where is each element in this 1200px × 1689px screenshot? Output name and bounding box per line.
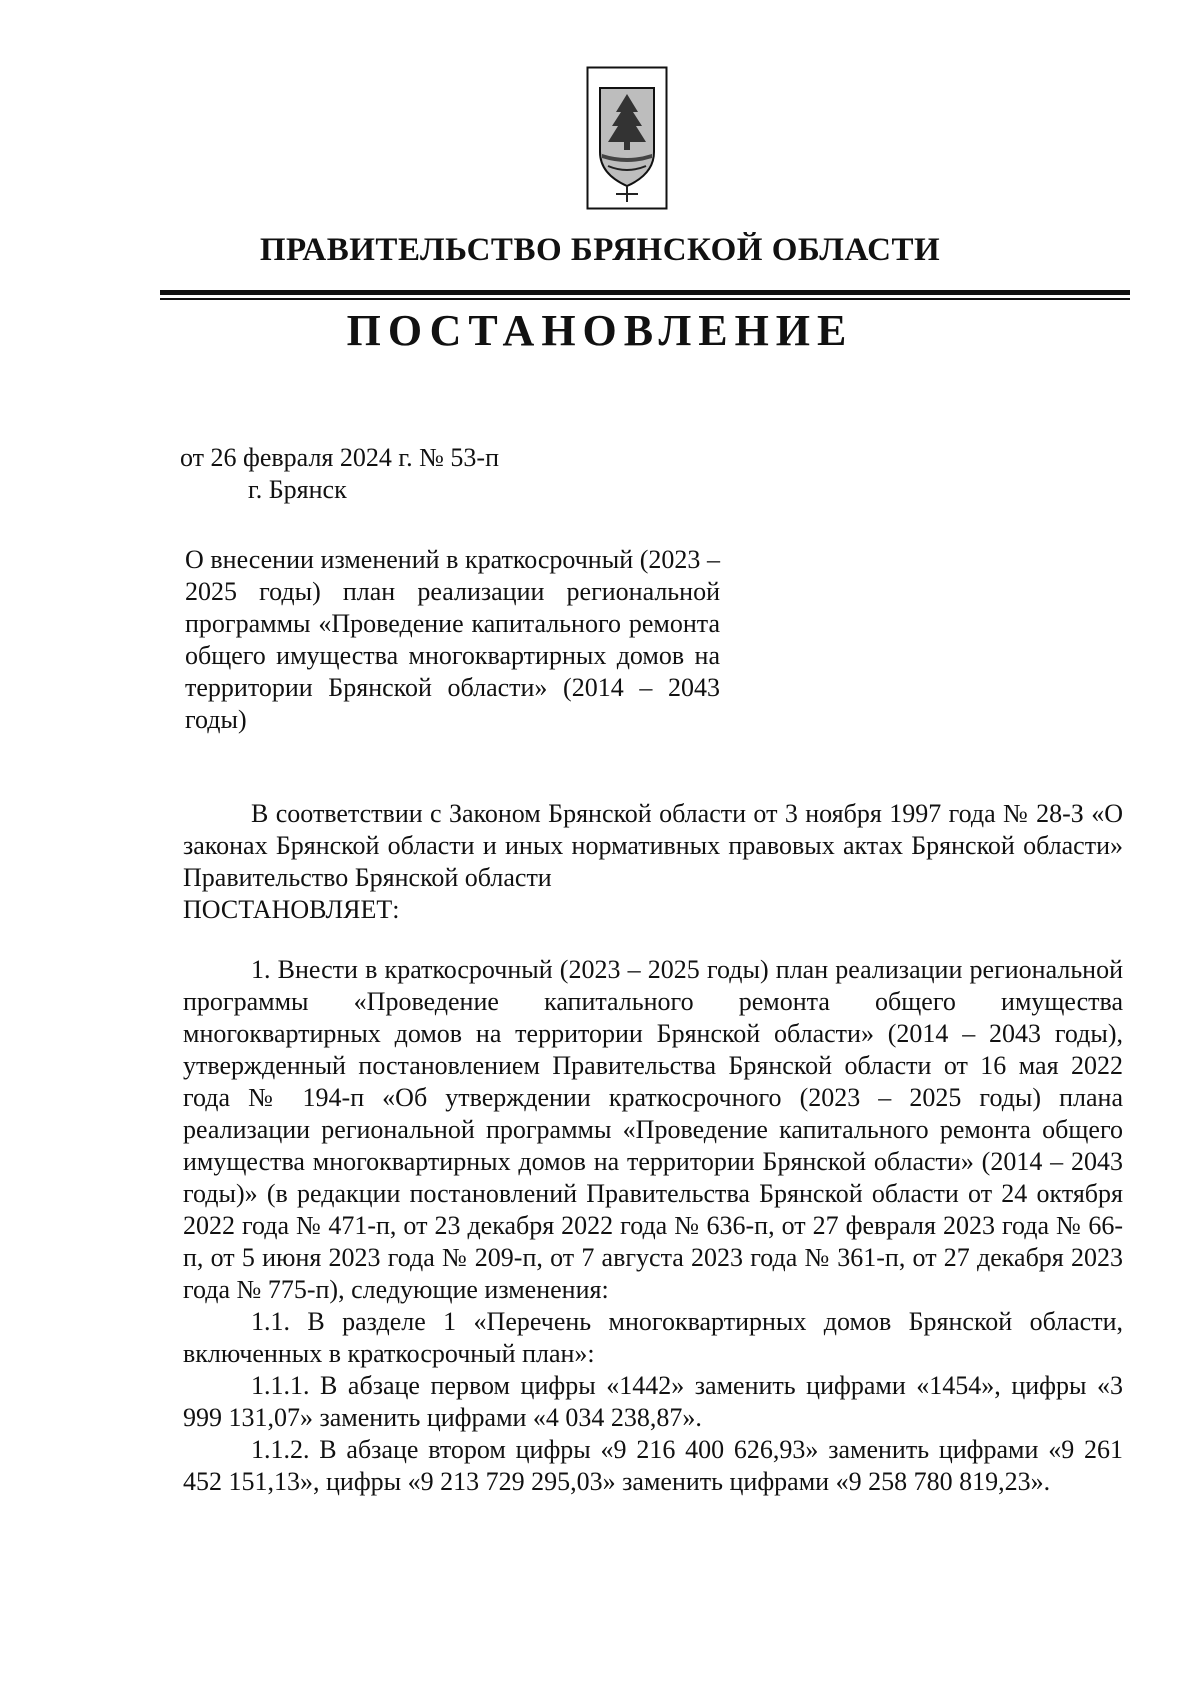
clause-1-1-1: 1.1.1. В абзаце первом цифры «1442» заменить цифрами «1454», цифры «3 999 131,07» заменить цифрами «4 034 238,87». — [183, 1371, 1123, 1432]
city-line: г. Брянск — [248, 475, 347, 504]
resolves-heading: ПОСТАНОВЛЯЕТ: — [183, 895, 400, 924]
document-type-title: ПОСТАНОВЛЕНИЕ — [346, 306, 854, 355]
preamble-paragraph: В соответствии с Законом Брянской области от 3 ноября 1997 года № 28-З «О законах Брянской области и иных нормативных правовых актах Брянской области» Правительство Брянской области — [183, 799, 1123, 892]
paragraph-gap — [183, 926, 1123, 954]
header-rule-thin — [160, 298, 1130, 300]
clause-1-1: 1.1. В разделе 1 «Перечень многоквартирных домов Брянской области, включенных в краткосрочный план»: — [183, 1307, 1123, 1368]
document-subject: О внесении изменений в краткосрочный (2023 – 2025 годы) план реализации региональной программы «Проведение капитального ремонта общего имущества многоквартирных домов на территории Брянской области» (2014 – 2043 годы) — [185, 545, 720, 734]
clause-1-1-2: 1.1.2. В абзаце втором цифры «9 216 400 626,93» заменить цифрами «9 261 452 151,13», цифры «9 213 729 295,03» заменить цифрами «9 258 780 819,23». — [183, 1435, 1123, 1496]
government-title: ПРАВИТЕЛЬСТВО БРЯНСКОЙ ОБЛАСТИ — [259, 232, 941, 268]
date-number-line: от 26 февраля 2024 г. № 53-п — [180, 443, 499, 472]
coat-of-arms-emblem — [586, 66, 668, 210]
header-rule-thick — [160, 290, 1130, 295]
document-body — [183, 798, 1123, 1498]
clause-1: 1. Внести в краткосрочный (2023 – 2025 годы) план реализации региональной программы «Проведение капитального ремонта общего имущества многоквартирных домов на территории Брянской области» (2014 – 2043 годы), утвержденный постановлением Правительства Брянской области от 16 мая 2022 года № 194-п «Об утверждении краткосрочного (2023 – 2025 годы) плана реализации региональной программы «Проведение капитального ремонта общего имущества многоквартирных домов на территории Брянской области» (2014 – 2043 годы)» (в редакции постановлений Правительства Брянской области от 24 октября 2022 года № 471-п, от 23 декабря 2022 года № 636-п, от 27 февраля 2023 года № 66-п, от 5 июня 2023 года № 209-п, от 7 августа 2023 года № 361-п, от 27 декабря 2023 года № 775-п), следующие изменения: — [183, 955, 1123, 1304]
